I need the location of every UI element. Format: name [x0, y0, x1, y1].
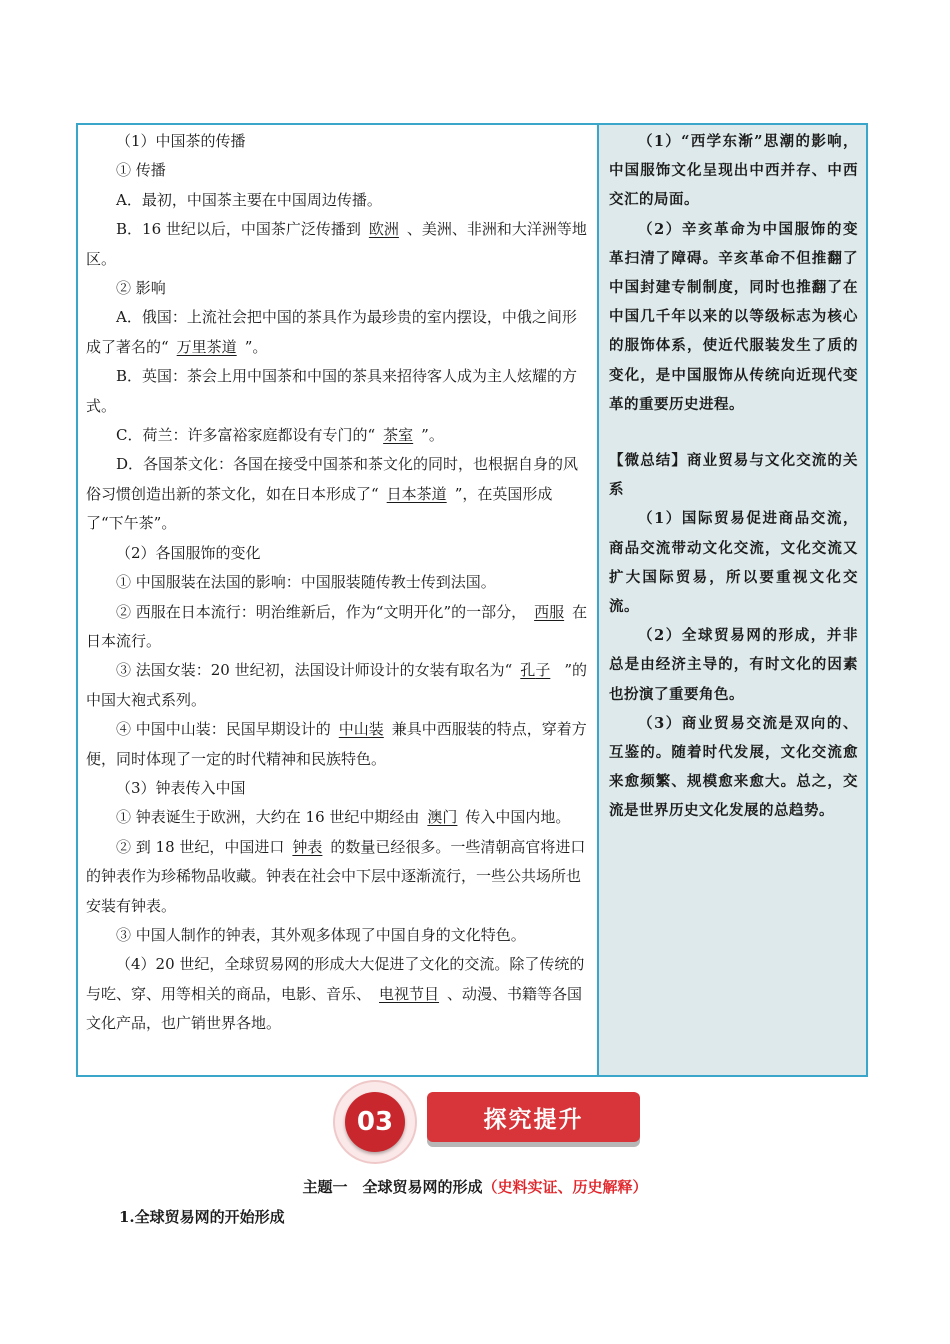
summary-point-3: （3）商业贸易交流是双向的、互鉴的。随着时代发展，文化交流愈来愈频繁、规模愈来愈大。总之，交流是世界历史文化发展的总趋势。 — [609, 714, 858, 820]
section-1a-title: ① 传播 — [116, 161, 166, 180]
section-1b-item-c: C．荷兰：许多富裕家庭都设有专门的“ 茶室 ”。 — [116, 426, 444, 445]
topic-heading: 主题一 全球贸易网的形成（史料实证、历史解释） — [302, 1178, 648, 1196]
section-1b-item-b: B．英国：茶会上用中国茶和中国的茶具来招待客人成为主人炫耀的方式。 — [86, 367, 578, 415]
section-1b-item-a: A．俄国：上流社会把中国的茶具作为最珍贵的室内摆设，中俄之间形成了著名的“ 万里茶道 ”。 — [86, 308, 577, 356]
section-1-title: （1）中国茶的传播 — [116, 132, 246, 150]
summary-point-2: （2）全球贸易网的形成，并非总是由经济主导的，有时文化的因素也扮演了重要角色。 — [609, 627, 858, 703]
answer-clocks: 钟表 — [292, 837, 323, 856]
section-title-banner: 探究提升 — [427, 1092, 640, 1142]
section-1b-title: ② 影响 — [116, 279, 166, 298]
knowledge-column — [78, 125, 599, 1075]
section-1a-item-a: A．最初，中国茶主要在中国周边传播。 — [116, 190, 382, 209]
content-table — [76, 123, 868, 1077]
section-3-item-1: ① 钟表诞生于欧洲，大约在 16 世纪中期经由 澳门 传入中国内地。 — [116, 808, 571, 827]
section-2-item-1: ① 中国服装在法国的影响：中国服装随传教士传到法国。 — [116, 573, 496, 592]
section-3-title: （3）钟表传入中国 — [116, 778, 246, 797]
section-1a-item-b: B．16 世纪以后，中国茶广泛传播到 欧洲 、美洲、非洲和大洋洲等地区。 — [86, 220, 587, 268]
section-3-item-2: ② 到 18 世纪，中国进口 钟表 的数量已经很多。一些清朝高官将进口的钟表作为珍稀物品收藏。钟表在社会中下层中逐渐流行，一些公共场所也安装有钟表。 — [86, 837, 586, 915]
section-2-item-3: ③ 法国女装：20 世纪初，法国设计师设计的女装有取名为“ 孔子 ”的中国大袍式系列。 — [86, 661, 587, 709]
section-number: 03 — [345, 1092, 405, 1152]
note-paragraph-1: （1）“西学东渐”思潮的影响，中国服饰文化呈现出中西并存、中西交汇的局面。 — [609, 133, 858, 209]
answer-tv: 电视节目 — [379, 984, 440, 1003]
subheading: 1.全球贸易网的开始形成 — [119, 1208, 285, 1226]
answer-tea-road: 万里茶道 — [176, 337, 237, 356]
summary-title: 【微总结】商业贸易与文化交流的关系 — [609, 452, 858, 499]
section-2-item-2: ② 西服在日本流行：明治维新后，作为“文明开化”的一部分， 西服 在日本流行。 — [86, 602, 588, 650]
answer-confucius-part1: 孔 — [520, 661, 536, 680]
answer-macau: 澳门 — [427, 808, 458, 827]
section-number-badge — [333, 1080, 417, 1164]
section-3-item-3: ③ 中国人制作的钟表，其外观多体现了中国自身的文化特色。 — [116, 925, 526, 944]
section-2-title: （2）各国服饰的变化 — [116, 543, 261, 562]
topic-competency-tag: （史料实证、历史解释） — [482, 1178, 648, 1196]
answer-zhongshan: 中山装 — [338, 720, 384, 739]
answer-suit: 西服 — [534, 602, 565, 621]
answer-japan-tea: 日本茶道 — [386, 484, 447, 503]
section-2-item-4: ④ 中国中山装：民国早期设计的 中山装 兼具中西服装的特点，穿着方便，同时体现了一定的时代精神和民族特色。 — [86, 720, 587, 768]
answer-tea-room: 茶室 — [383, 426, 414, 445]
answer-europe: 欧洲 — [368, 220, 399, 239]
section-1b-item-d: D．各国茶文化：各国在接受中国茶和茶文化的同时，也根据自身的风俗习惯创造出新的茶文化，如在日本形成了“ 日本茶道 ”，在英国形成了“下午茶”。 — [86, 455, 579, 533]
note-paragraph-2: （2）辛亥革命为中国服饰的变革扫清了障碍。辛亥革命不但推翻了中国封建专制制度，同时也推翻了在中国几千年以来的以等级标志为核心的服饰体系，使近代服装发生了质的变化，是中国服饰从传统向近现代变革的重要历史进程。 — [609, 220, 858, 413]
notes-column — [599, 125, 866, 1075]
answer-confucius-part2: 子 — [535, 661, 551, 680]
section-4: （4）20 世纪，全球贸易网的形成大大促进了文化的交流。除了传统的与吃、穿、用等相关的商品，电影、音乐、 电视节目 、动漫、书籍等各国文化产品，也广销世界各地。 — [86, 955, 585, 1033]
summary-point-1: （1）国际贸易促进商品交流，商品交流带动文化交流，文化交流又扩大国际贸易，所以要重视文化交流。 — [609, 510, 858, 616]
